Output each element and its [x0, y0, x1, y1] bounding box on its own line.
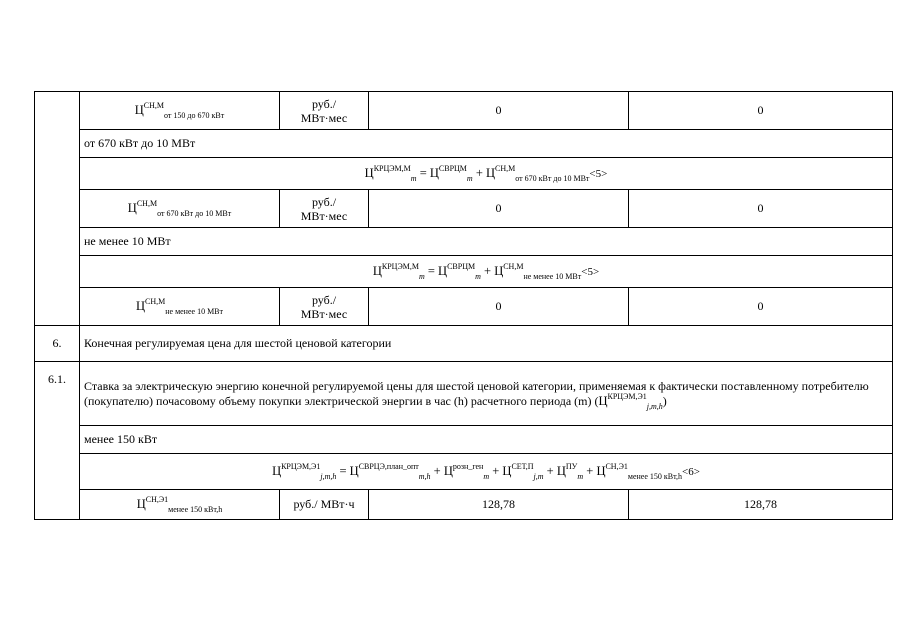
formula: $Ц^{КРЦЭМ,Э1}_{j,m,h} = Ц^{СВРЦЭ,план\_опт}_{m,h} + Ц^{розн\_ген}_m + Ц^{СЕТ,П}_{j,m} + Ц^{ПУ}_m + Ц^{СН,Э1}_{менее 150 кВт,h}<6>$: [272, 461, 700, 481]
unit-line: руб./: [311, 96, 337, 111]
value-cell: 0: [629, 92, 893, 130]
section-title: Конечная регулируемая цена для шестой ценовой категории: [80, 326, 893, 362]
section-label: не менее 10 МВт: [80, 228, 893, 256]
unit-cell: руб./ МВт·ч: [280, 490, 369, 520]
unit-cell: [280, 190, 369, 228]
value-cell: 128,78: [369, 490, 629, 520]
unit-line: руб./: [311, 292, 337, 307]
table-row: [35, 426, 893, 454]
rate-symbol: $Ц^{СН,М}_{от 150 до 670 кВт}$: [134, 101, 225, 120]
value-cell: 0: [369, 288, 629, 326]
rate-symbol-cell: [80, 288, 280, 326]
table-row: [35, 158, 893, 190]
value-cell: 0: [629, 190, 893, 228]
table-row: [35, 130, 893, 158]
value-cell: 0: [629, 288, 893, 326]
rate-symbol: $Ц^{СН,М}_{от 670 кВт до 10 МВт}$: [127, 199, 232, 218]
table-row: [35, 288, 893, 326]
formula-cell: [80, 158, 893, 190]
formula: $Ц^{КРЦЭМ,М}_m = Ц^{СВРЦМ}_m + Ц^{СН,М}_{от 670 кВт до 10 МВт}<5>$: [364, 163, 608, 183]
section-description: [80, 362, 893, 426]
tariff-table: [34, 91, 893, 520]
rate-symbol: $Ц^{КРЦЭМ,Э1}_{j,m,h}$: [598, 391, 663, 411]
table-row: [35, 490, 893, 520]
section-label: от 670 кВт до 10 МВт: [80, 130, 893, 158]
table-row: [35, 228, 893, 256]
unit-cell: [280, 92, 369, 130]
table-row: [35, 92, 893, 130]
table-row: [35, 326, 893, 362]
rate-symbol-cell: [80, 190, 280, 228]
unit-line: МВт·мес: [300, 306, 348, 321]
value-cell: 0: [369, 190, 629, 228]
unit-line: МВт·мес: [300, 110, 348, 125]
rate-symbol: $Ц^{СН,Э1}_{менее 150 кВт,h}$: [136, 495, 223, 514]
formula-cell: [80, 256, 893, 288]
row-number: 6.1.: [35, 362, 80, 520]
unit-line: МВт·мес: [300, 208, 348, 223]
unit-line: руб./: [311, 194, 337, 209]
row-number: 6.: [35, 326, 80, 362]
value-cell: 128,78: [629, 490, 893, 520]
description-tail: ): [662, 393, 667, 408]
table-row: [35, 256, 893, 288]
formula: $Ц^{КРЦЭМ,М}_m = Ц^{СВРЦМ}_m + Ц^{СН,М}_{не менее 10 МВт}<5>$: [372, 261, 600, 281]
section-label: менее 150 кВт: [80, 426, 893, 454]
table-row: [35, 454, 893, 490]
table-row: [35, 362, 893, 426]
rate-symbol-cell: [80, 92, 280, 130]
unit-cell: [280, 288, 369, 326]
rate-symbol-cell: [80, 490, 280, 520]
rate-symbol: $Ц^{СН,М}_{не менее 10 МВт}$: [135, 297, 224, 316]
formula-cell: [80, 454, 893, 490]
description-text: Ставка за электрическую энергию конечной регулируемой цены для шестой ценовой категории, применяемая к фактически поставленному потребителю (покупателю) почасовому объему покупки электрической энергии в час (h) расчетного периода (m) (: [84, 378, 869, 408]
value-cell: 0: [369, 92, 629, 130]
number-cell: [35, 92, 80, 326]
table-row: [35, 190, 893, 228]
